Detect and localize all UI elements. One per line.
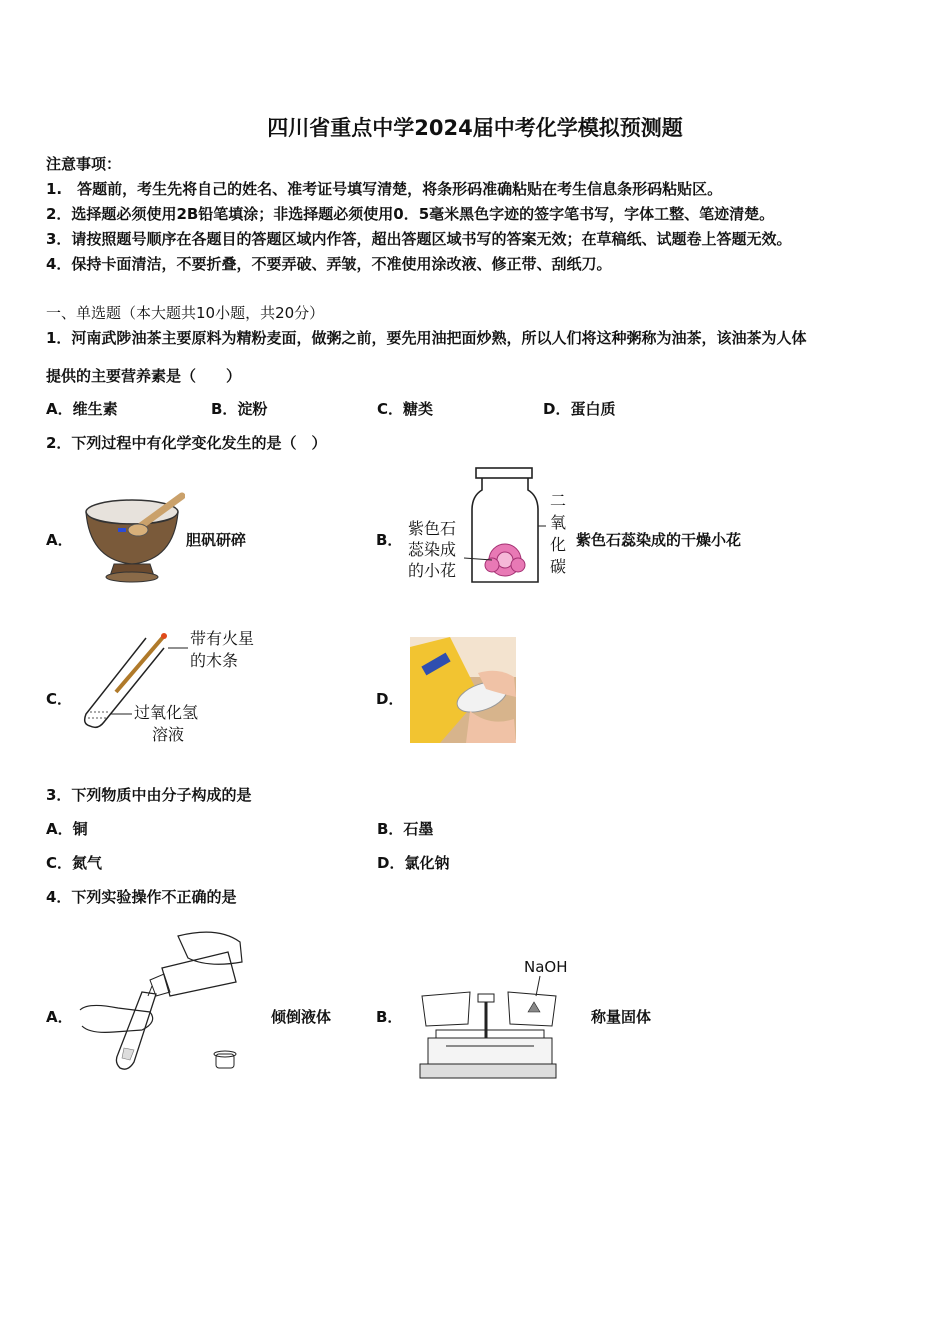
q2-option-a-text: 胆矾研碎 [186,531,247,549]
notice-item: 3．请按照题号顺序在各题目的答题区域内作答，超出答题区域书写的答案无效；在草稿纸、试题卷上答题无效。 [46,230,792,248]
notice-item: 2．选择题必须使用2B铅笔填涂；非选择题必须使用0．5毫米黑色字迹的签字笔书写，字体工整、笔迹清楚。 [46,205,775,223]
q3-option-c: C．氮气 [46,854,103,872]
solution-label-1: 过氧化氢 [134,703,199,722]
q4-option-b-label: B． [376,1008,403,1026]
notice-item: 4．保持卡面清洁，不要折叠，不要弄破、弄皱，不准使用涂改液、修正带、刮纸刀。 [46,255,612,273]
splint-label-1: 带有火星 [190,629,255,648]
bottle-right-label-3: 化 [550,535,567,554]
q4-stem: 4．下列实验操作不正确的是 [46,888,237,906]
test-tube-splint-illustration [76,626,266,748]
q2-stem: 2．下列过程中有化学变化发生的是（ ） [46,434,327,452]
bottle-flower-illustration [404,466,574,590]
splint-label-2: 的木条 [190,651,239,670]
page-title: 四川省重点中学2024届中考化学模拟预测题 [267,116,683,140]
mortar-pestle-illustration [80,490,185,585]
q4-option-a-label: A． [46,1008,73,1026]
q1-stem-line2: 提供的主要营养素是（ ） [46,367,242,385]
balance-scale-illustration [416,952,578,1084]
q4-option-a-text: 倾倒液体 [271,1008,332,1026]
q4-option-b-text: 称量固体 [591,1008,652,1026]
naoh-label: NaOH [524,958,568,976]
pouring-liquid-illustration [78,922,248,1074]
q2-option-c-label: C． [46,690,73,708]
bottle-right-label-1: 二 [550,491,567,510]
sealing-bag-photo [410,637,516,743]
q2-option-b-text: 紫色石蕊染成的干燥小花 [576,531,742,549]
bottle-right-label-2: 氧 [550,513,567,532]
q1-stem-line1: 1．河南武陟油茶主要原料为精粉麦面，做粥之前，要先用油把面炒熟，所以人们将这种粥称为油茶，该油茶为人体 [46,329,807,347]
q3-option-b: B．石墨 [377,820,434,838]
notice-item: 1. 答题前，考生先将自己的姓名、准考证号填写清楚，将条形码准确粘贴在考生信息条形码粘贴区。 [46,180,723,198]
q1-option-b: B．淀粉 [211,400,268,418]
q2-option-d-label: D． [376,690,404,708]
bottle-right-label-4: 碳 [550,557,567,576]
q3-option-a: A．铜 [46,820,88,838]
q1-option-a: A．维生素 [46,400,118,418]
q1-option-d: D．蛋白质 [543,400,616,418]
solution-label-2: 溶液 [152,725,185,744]
bottle-left-label-2: 蕊染成 [408,540,457,559]
q1-option-c: C．糖类 [377,400,434,418]
notice-heading: 注意事项： [46,155,122,173]
q3-stem: 3．下列物质中由分子构成的是 [46,786,252,804]
bottle-left-label-3: 的小花 [408,561,457,580]
q3-option-d: D．氯化钠 [377,854,450,872]
section-heading: 一、单选题（本大题共10小题，共20分） [46,304,325,322]
bottle-left-label-1: 紫色石 [408,519,457,538]
q2-option-a-label: A． [46,531,73,549]
q2-option-b-label: B． [376,531,403,549]
